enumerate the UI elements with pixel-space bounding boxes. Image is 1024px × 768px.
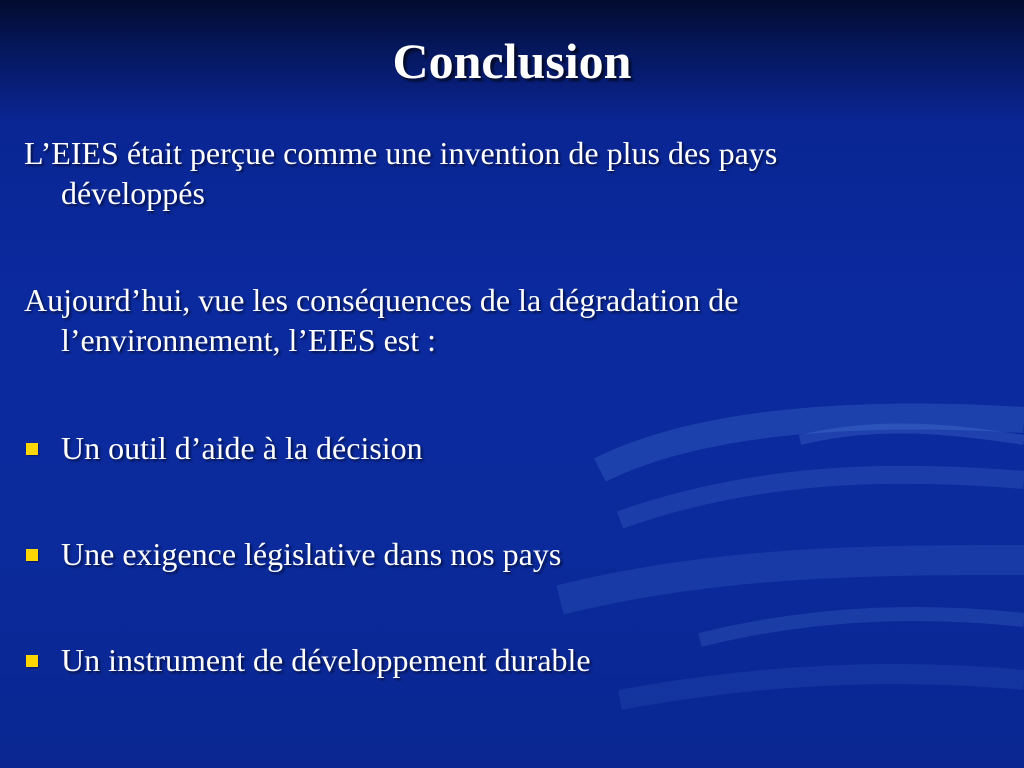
square-bullet-icon: [26, 549, 38, 561]
slide-title: Conclusion: [392, 33, 632, 89]
paragraph-1: [24, 133, 984, 213]
square-bullet-icon: [26, 443, 38, 455]
bullet-item-1-text: Un outil d’aide à la décision: [61, 430, 423, 466]
bullet-item-2: [26, 534, 561, 574]
bullet-item-1: [26, 428, 423, 468]
bullet-item-3: [26, 640, 591, 680]
paragraph-2-line-1: Aujourd’hui, vue les conséquences de la dégradation de: [24, 282, 739, 318]
paragraph-2: [24, 280, 984, 360]
paragraph-2-line-2: l’environnement, l’EIES est :: [61, 322, 437, 358]
square-bullet-icon: [26, 655, 38, 667]
bullet-item-2-text: Une exigence législative dans nos pays: [61, 536, 562, 572]
bullet-item-3-text: Un instrument de développement durable: [61, 642, 591, 678]
paragraph-1-line-1: L’EIES était perçue comme une invention de plus des pays: [24, 135, 778, 171]
paragraph-1-line-2: développés: [61, 175, 205, 211]
